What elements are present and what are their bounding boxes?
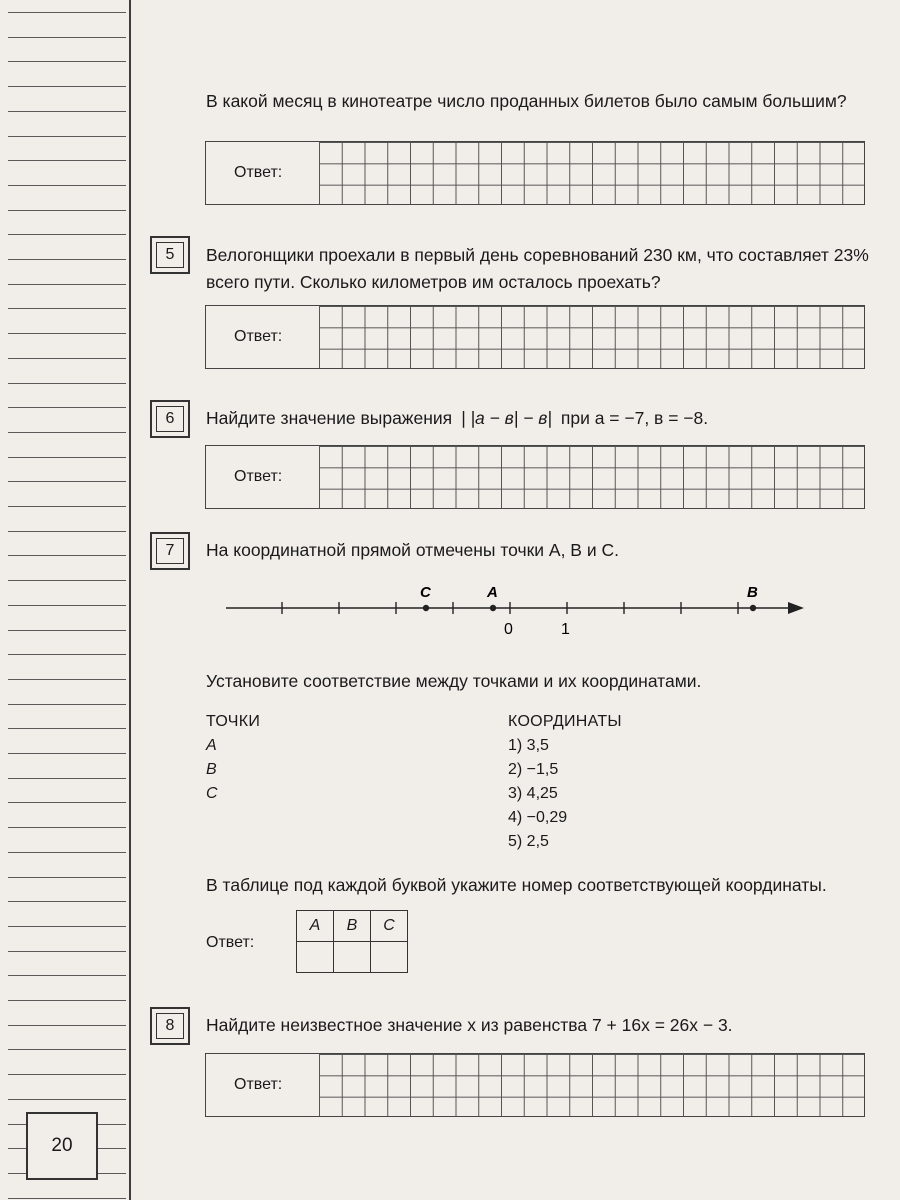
coord-item: 2) −1,5 (508, 761, 559, 778)
answer-grid[interactable] (319, 142, 864, 204)
margin-ruled-lines (0, 0, 130, 1200)
margin-line (8, 753, 126, 754)
margin-line (8, 61, 126, 62)
answer-cell-b[interactable] (334, 942, 371, 973)
answer-cell-a[interactable] (297, 942, 334, 973)
q6-number: 6 (156, 406, 184, 432)
table-header-c: C (371, 911, 408, 942)
q8-number: 8 (156, 1013, 184, 1039)
q7-number-box (150, 532, 190, 570)
margin-line (8, 926, 126, 927)
margin-line (8, 1025, 126, 1026)
margin-line (8, 704, 126, 705)
margin-line (8, 1049, 126, 1050)
margin-line (8, 555, 126, 556)
point-item: A (206, 737, 217, 754)
point-a (490, 605, 496, 611)
q6-text-prefix: Найдите значение выражения (206, 408, 453, 428)
q7-instruction: Установите соответствие между точками и их координатами. (206, 671, 702, 691)
margin-line (8, 259, 126, 260)
answer-label: Ответ: (234, 1076, 283, 1093)
table-header-a: A (297, 911, 334, 942)
q7-answer-label: Ответ: (206, 934, 255, 951)
q8-number-box (150, 1007, 190, 1045)
coord-item: 3) 4,25 (508, 785, 558, 802)
point-b (750, 605, 756, 611)
margin-line (8, 111, 126, 112)
margin-line (8, 901, 126, 902)
coord-item: 1) 3,5 (508, 737, 549, 754)
margin-line (8, 1099, 126, 1100)
q5-text: Велогонщики проехали в первый день соревнований 230 км, что составляет 23% всего пути. Сколько километров им осталось проехать? (206, 245, 869, 292)
margin-line (8, 877, 126, 878)
margin-line (8, 802, 126, 803)
q6-text (206, 405, 882, 432)
margin-line (8, 975, 126, 976)
label-a: A (487, 584, 498, 601)
q4-answer-box[interactable] (205, 141, 865, 205)
q4-text: В какой месяц в кинотеатре число проданных билетов было самым большим? (206, 91, 847, 111)
answer-label: Ответ: (234, 468, 283, 485)
q8-text: Найдите неизвестное значение x из равенства 7 + 16x = 26x − 3. (206, 1015, 733, 1035)
margin-line (8, 210, 126, 211)
label-one: 1 (561, 621, 570, 638)
margin-line (8, 951, 126, 952)
q6-number-box (150, 400, 190, 438)
margin-rule (129, 0, 131, 1200)
q7-table-instruction: В таблице под каждой буквой укажите номер соответствующей координаты. (206, 875, 827, 895)
margin-line (8, 457, 126, 458)
margin-line (8, 728, 126, 729)
margin-line (8, 852, 126, 853)
margin-line (8, 778, 126, 779)
margin-line (8, 383, 126, 384)
answer-label: Ответ: (234, 164, 283, 181)
answer-cell-c[interactable] (371, 942, 408, 973)
margin-line (8, 1000, 126, 1001)
answer-grid[interactable] (319, 1054, 864, 1116)
coordinate-line (220, 578, 820, 648)
answer-grid[interactable] (319, 306, 864, 368)
coord-item: 4) −0,29 (508, 809, 568, 826)
margin-line (8, 136, 126, 137)
margin-line (8, 481, 126, 482)
margin-line (8, 679, 126, 680)
point-item: C (206, 785, 218, 802)
q5-number: 5 (156, 242, 184, 268)
margin-line (8, 1074, 126, 1075)
coord-item: 5) 2,5 (508, 833, 549, 850)
q7-text: На координатной прямой отмечены точки A, B и C. (206, 540, 619, 560)
margin-line (8, 654, 126, 655)
point-item: B (206, 761, 217, 778)
q6-text-suffix: при a = −7, в = −8. (560, 408, 709, 428)
table-header-b: B (334, 911, 371, 942)
page-number: 20 (26, 1112, 98, 1180)
margin-line (8, 308, 126, 309)
q6-expression: | |a − в| − в| (461, 408, 552, 428)
margin-line (8, 86, 126, 87)
margin-line (8, 432, 126, 433)
q7-answer-table (296, 910, 408, 973)
margin-line (8, 358, 126, 359)
coords-header: КООРДИНАТЫ (508, 713, 622, 730)
margin-line (8, 827, 126, 828)
q6-answer-box[interactable] (205, 445, 865, 509)
label-zero: 0 (504, 621, 513, 638)
answer-grid[interactable] (319, 446, 864, 508)
q8-answer-box[interactable] (205, 1053, 865, 1117)
label-b: B (747, 584, 758, 601)
q5-number-box (150, 236, 190, 274)
margin-line (8, 333, 126, 334)
q5-answer-box[interactable] (205, 305, 865, 369)
margin-line (8, 160, 126, 161)
margin-line (8, 1198, 126, 1199)
q7-number: 7 (156, 538, 184, 564)
margin-line (8, 630, 126, 631)
margin-line (8, 407, 126, 408)
axis-arrow (788, 602, 804, 614)
margin-line (8, 234, 126, 235)
margin-line (8, 580, 126, 581)
margin-line (8, 605, 126, 606)
label-c: C (420, 584, 431, 601)
point-c (423, 605, 429, 611)
margin-line (8, 37, 126, 38)
margin-line (8, 12, 126, 13)
margin-line (8, 506, 126, 507)
margin-line (8, 284, 126, 285)
points-header: ТОЧКИ (206, 713, 261, 730)
margin-line (8, 185, 126, 186)
answer-label: Ответ: (234, 328, 283, 345)
margin-line (8, 531, 126, 532)
